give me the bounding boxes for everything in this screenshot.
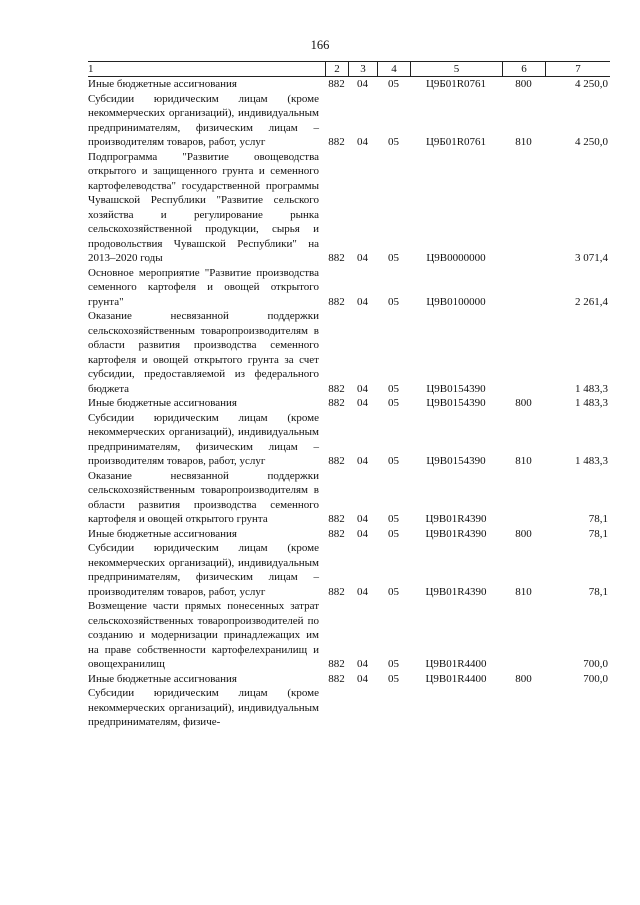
header-col-2: 2 [325, 62, 348, 76]
row-sum: 2 261,4 [575, 295, 608, 308]
table-row [88, 150, 610, 266]
table-body [88, 77, 610, 730]
header-col-4: 4 [377, 62, 410, 76]
row-rz: 04 [357, 672, 368, 685]
row-sum: 1 483,3 [575, 397, 608, 409]
row-rz: 04 [357, 455, 368, 467]
row-pr: 05 [388, 397, 399, 409]
row-ved: 882 [328, 252, 345, 264]
row-name: Иные бюджетные ассигнования [88, 78, 237, 90]
row-pr [377, 686, 410, 730]
table-row [88, 686, 610, 730]
header-col-3: 3 [348, 62, 377, 76]
row-name: Субсидии юридическим лицам (кроме некоммерческих организаций), индивидуальным предпринимателям, физическим лицам – производителям товаров, работ, услуг [88, 542, 319, 598]
row-sum: 3 071,4 [575, 252, 608, 264]
row-ved: 882 [328, 513, 345, 525]
row-ved: 882 [328, 78, 345, 90]
row-sum: 700,0 [583, 658, 608, 670]
row-name: Субсидии юридическим лицам (кроме некоммерческих организаций), индивидуальным предпринимателям, физическим лицам – производителям товаров, работ, услуг [88, 411, 319, 467]
table-row [88, 541, 610, 599]
row-sum: 78,1 [588, 513, 608, 525]
row-vr [502, 150, 545, 266]
table-header [88, 61, 610, 77]
row-vr: 810 [515, 136, 532, 148]
row-sum: 1 483,3 [575, 382, 608, 395]
row-rz: 04 [357, 252, 368, 264]
row-rz: 04 [357, 658, 368, 670]
row-sum: 4 250,0 [575, 78, 608, 90]
row-ved: 882 [328, 585, 345, 598]
row-ved: 882 [328, 455, 345, 467]
row-ved: 882 [328, 658, 345, 670]
row-pr: 05 [388, 585, 399, 598]
row-name: Иные бюджетные ассигнования [88, 527, 237, 540]
row-rz: 04 [357, 382, 368, 395]
row-ved: 882 [328, 136, 345, 148]
header-col-7: 7 [545, 62, 610, 76]
row-sum: 78,1 [588, 527, 608, 540]
table-row [88, 469, 610, 527]
row-sum: 4 250,0 [575, 136, 608, 148]
row-vr [502, 309, 545, 396]
row-pr: 05 [388, 382, 399, 395]
row-csr: Ц9Б01R0761 [425, 136, 487, 148]
row-name: Оказание несвязанной поддержки сельскохозяйственным товаропроизводителям в области развития производства семенного картофеля и овощей открытого грунта за счет субсидии, предоставляемой из федерального бюджета [88, 310, 319, 395]
row-ved: 882 [328, 672, 345, 685]
row-csr: Ц9В0154390 [426, 455, 486, 467]
row-ved: 882 [328, 295, 345, 308]
row-name: Основное мероприятие "Развитие производства семенного картофеля и овощей открытого грунта" [88, 266, 319, 308]
row-csr: Ц9В0100000 [426, 295, 486, 308]
row-pr: 05 [388, 136, 399, 148]
row-csr: Ц9В0154390 [426, 397, 486, 409]
row-pr: 05 [388, 672, 399, 685]
row-name: Оказание несвязанной поддержки сельскохозяйственным товаропроизводителям в области развития производства семенного картофеля и овощей открытого грунта [88, 469, 319, 525]
row-rz: 04 [357, 295, 368, 308]
row-sum: 700,0 [583, 672, 608, 685]
table-row [88, 396, 610, 411]
row-pr: 05 [388, 513, 399, 525]
row-rz: 04 [357, 78, 368, 90]
table-row [88, 92, 610, 150]
table-row [88, 599, 610, 672]
row-name: Иные бюджетные ассигнования [88, 672, 237, 685]
row-name: Подпрограмма "Развитие овощеводства открытого и защищенного грунта и семенного картофелеводства" государственной программы Чувашской Республики "Развитие сельского хозяйства и регулирование рынка сельскохозяйственной продукции, сырья и продовольствия Чувашской Республики" на 2013–2020 годы [88, 150, 319, 264]
row-vr: 800 [515, 672, 532, 685]
row-pr: 05 [388, 295, 399, 308]
table-row [88, 527, 610, 542]
table-row [88, 266, 610, 310]
row-vr [502, 599, 545, 672]
row-csr: Ц9В01R4400 [425, 658, 487, 670]
header-col-1: 1 [88, 63, 94, 75]
table-row [88, 411, 610, 469]
row-vr: 810 [515, 585, 532, 598]
row-vr [502, 686, 545, 730]
table-row [88, 672, 610, 687]
row-csr: Ц9В01R4400 [425, 672, 487, 685]
row-vr [502, 266, 545, 310]
row-csr: Ц9В0154390 [426, 382, 486, 395]
row-rz [348, 686, 377, 730]
row-rz: 04 [357, 527, 368, 540]
row-csr: Ц9Б01R0761 [425, 78, 487, 90]
row-ved: 882 [328, 382, 345, 395]
row-rz: 04 [357, 397, 368, 409]
row-csr: Ц9В01R4390 [425, 513, 487, 525]
row-pr: 05 [388, 658, 399, 670]
table-row [88, 77, 610, 92]
page-number: 166 [310, 38, 330, 52]
row-csr [410, 686, 502, 730]
row-pr: 05 [388, 78, 399, 90]
row-vr: 800 [515, 78, 532, 90]
header-col-5: 5 [410, 62, 502, 76]
row-name: Субсидии юридическим лицам (кроме некоммерческих организаций), индивидуальным предпринимателям, физическим лицам – производителям товаров, работ, услуг [88, 92, 319, 148]
row-ved [325, 686, 348, 730]
row-vr: 810 [515, 455, 532, 467]
row-name: Иные бюджетные ассигнования [88, 397, 237, 409]
row-vr: 800 [515, 397, 532, 409]
row-rz: 04 [357, 585, 368, 598]
row-pr: 05 [388, 252, 399, 264]
row-csr: Ц9В0000000 [426, 252, 486, 264]
row-name: Субсидии юридическим лицам (кроме некоммерческих организаций), индивидуальным предпринимателям, физиче- [88, 687, 319, 728]
row-rz: 04 [357, 513, 368, 525]
row-sum: 1 483,3 [575, 455, 608, 467]
table-row [88, 309, 610, 396]
row-rz: 04 [357, 136, 368, 148]
row-name: Возмещение части прямых понесенных затрат сельскохозяйственных товаропроизводителей по созданию и модернизации принадлежащих им на праве собственности картофелехранилищ и овощехранилищ [88, 600, 319, 670]
row-sum: 78,1 [588, 585, 608, 598]
row-csr: Ц9В01R4390 [425, 585, 487, 598]
row-vr: 800 [515, 527, 532, 540]
row-vr [502, 469, 545, 527]
row-ved: 882 [328, 397, 345, 409]
row-sum [545, 686, 610, 730]
row-pr: 05 [388, 527, 399, 540]
row-ved: 882 [328, 527, 345, 540]
header-col-6: 6 [502, 62, 545, 76]
row-pr: 05 [388, 455, 399, 467]
row-csr: Ц9В01R4390 [425, 527, 487, 540]
budget-table [88, 61, 610, 730]
